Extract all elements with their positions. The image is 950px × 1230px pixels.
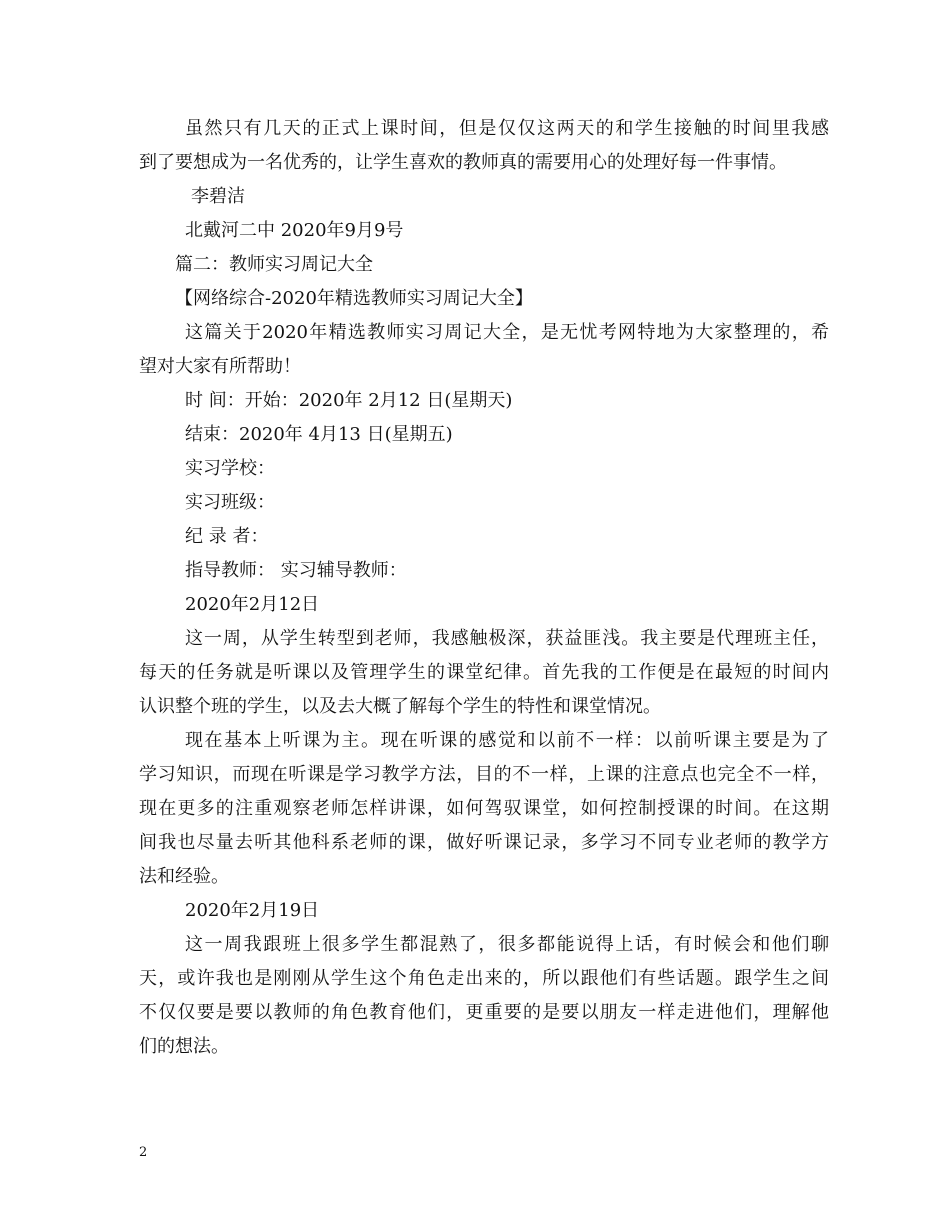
class-field-label: 实习班级： (185, 492, 275, 513)
paragraph-line: 不仅仅要是要以教师的角色教育他们，更重要的是要以朋友一样走进他们，理解他 (139, 1002, 829, 1023)
paragraph-line: 这一周我跟班上很多学生都混熟了，很多都能说得上话，有时候会和他们聊 (185, 934, 829, 955)
paragraph-line: 们的想法。 (139, 1036, 229, 1057)
entry-date: 2020年2月19日 (185, 900, 320, 921)
paragraph-line: 法和经验。 (139, 866, 229, 887)
time-end-line: 结束：2020年 4月13 日(星期五) (185, 424, 453, 445)
document-body (139, 112, 829, 1064)
paragraph-line: 每天的任务就是听课以及管理学生的课堂纪律。首先我的工作便是在最短的时间内 (139, 662, 829, 683)
paragraph-line: 现在基本上听课为主。现在听课的感觉和以前不一样：以前听课主要是为了 (185, 730, 829, 751)
entry-date: 2020年2月12日 (185, 594, 320, 615)
paragraph-line: 间我也尽量去听其他科系老师的课，做好听课记录，多学习不同专业老师的教学方 (139, 832, 829, 853)
school-field-label: 实习学校： (185, 458, 275, 479)
paragraph-line: 这一周，从学生转型到老师，我感触极深，获益匪浅。我主要是代理班主任， (185, 628, 829, 649)
section-heading: 篇二：教师实习周记大全 (175, 254, 373, 275)
paragraph-line: 天，或许我也是刚刚从学生这个角色走出来的，所以跟他们有些话题。跟学生之间 (139, 968, 829, 989)
paragraph-line: 望对大家有所帮助！ (139, 356, 301, 377)
time-start-line: 时 间：开始：2020年 2月12 日(星期天) (185, 390, 513, 411)
recorder-field-label: 纪 录 者： (185, 526, 269, 547)
section-source: 【网络综合-2020年精选教师实习周记大全】 (175, 288, 533, 309)
paragraph-line: 这篇关于2020年精选教师实习周记大全，是无忧考网特地为大家整理的，希 (185, 322, 829, 343)
paragraph-line: 学习知识，而现在听课是学习教学方法，目的不一样，上课的注意点也完全不一样， (139, 764, 829, 785)
teacher-field-label: 指导教师： 实习辅导教师： (185, 560, 407, 581)
signature-name: 李碧洁 (191, 186, 245, 207)
paragraph-line: 虽然只有几天的正式上课时间，但是仅仅这两天的和学生接触的时间里我感 (185, 118, 829, 139)
paragraph-line: 认识整个班的学生，以及去大概了解每个学生的特性和课堂情况。 (139, 696, 661, 717)
signature-school-date: 北戴河二中 2020年9月9号 (185, 220, 404, 241)
paragraph-line: 现在更多的注重观察老师怎样讲课，如何驾驭课堂，如何控制授课的时间。在这期 (139, 798, 829, 819)
paragraph-line: 到了要想成为一名优秀的，让学生喜欢的教师真的需要用心的处理好每一件事情。 (139, 152, 787, 173)
page-number: 2 (139, 1145, 148, 1160)
